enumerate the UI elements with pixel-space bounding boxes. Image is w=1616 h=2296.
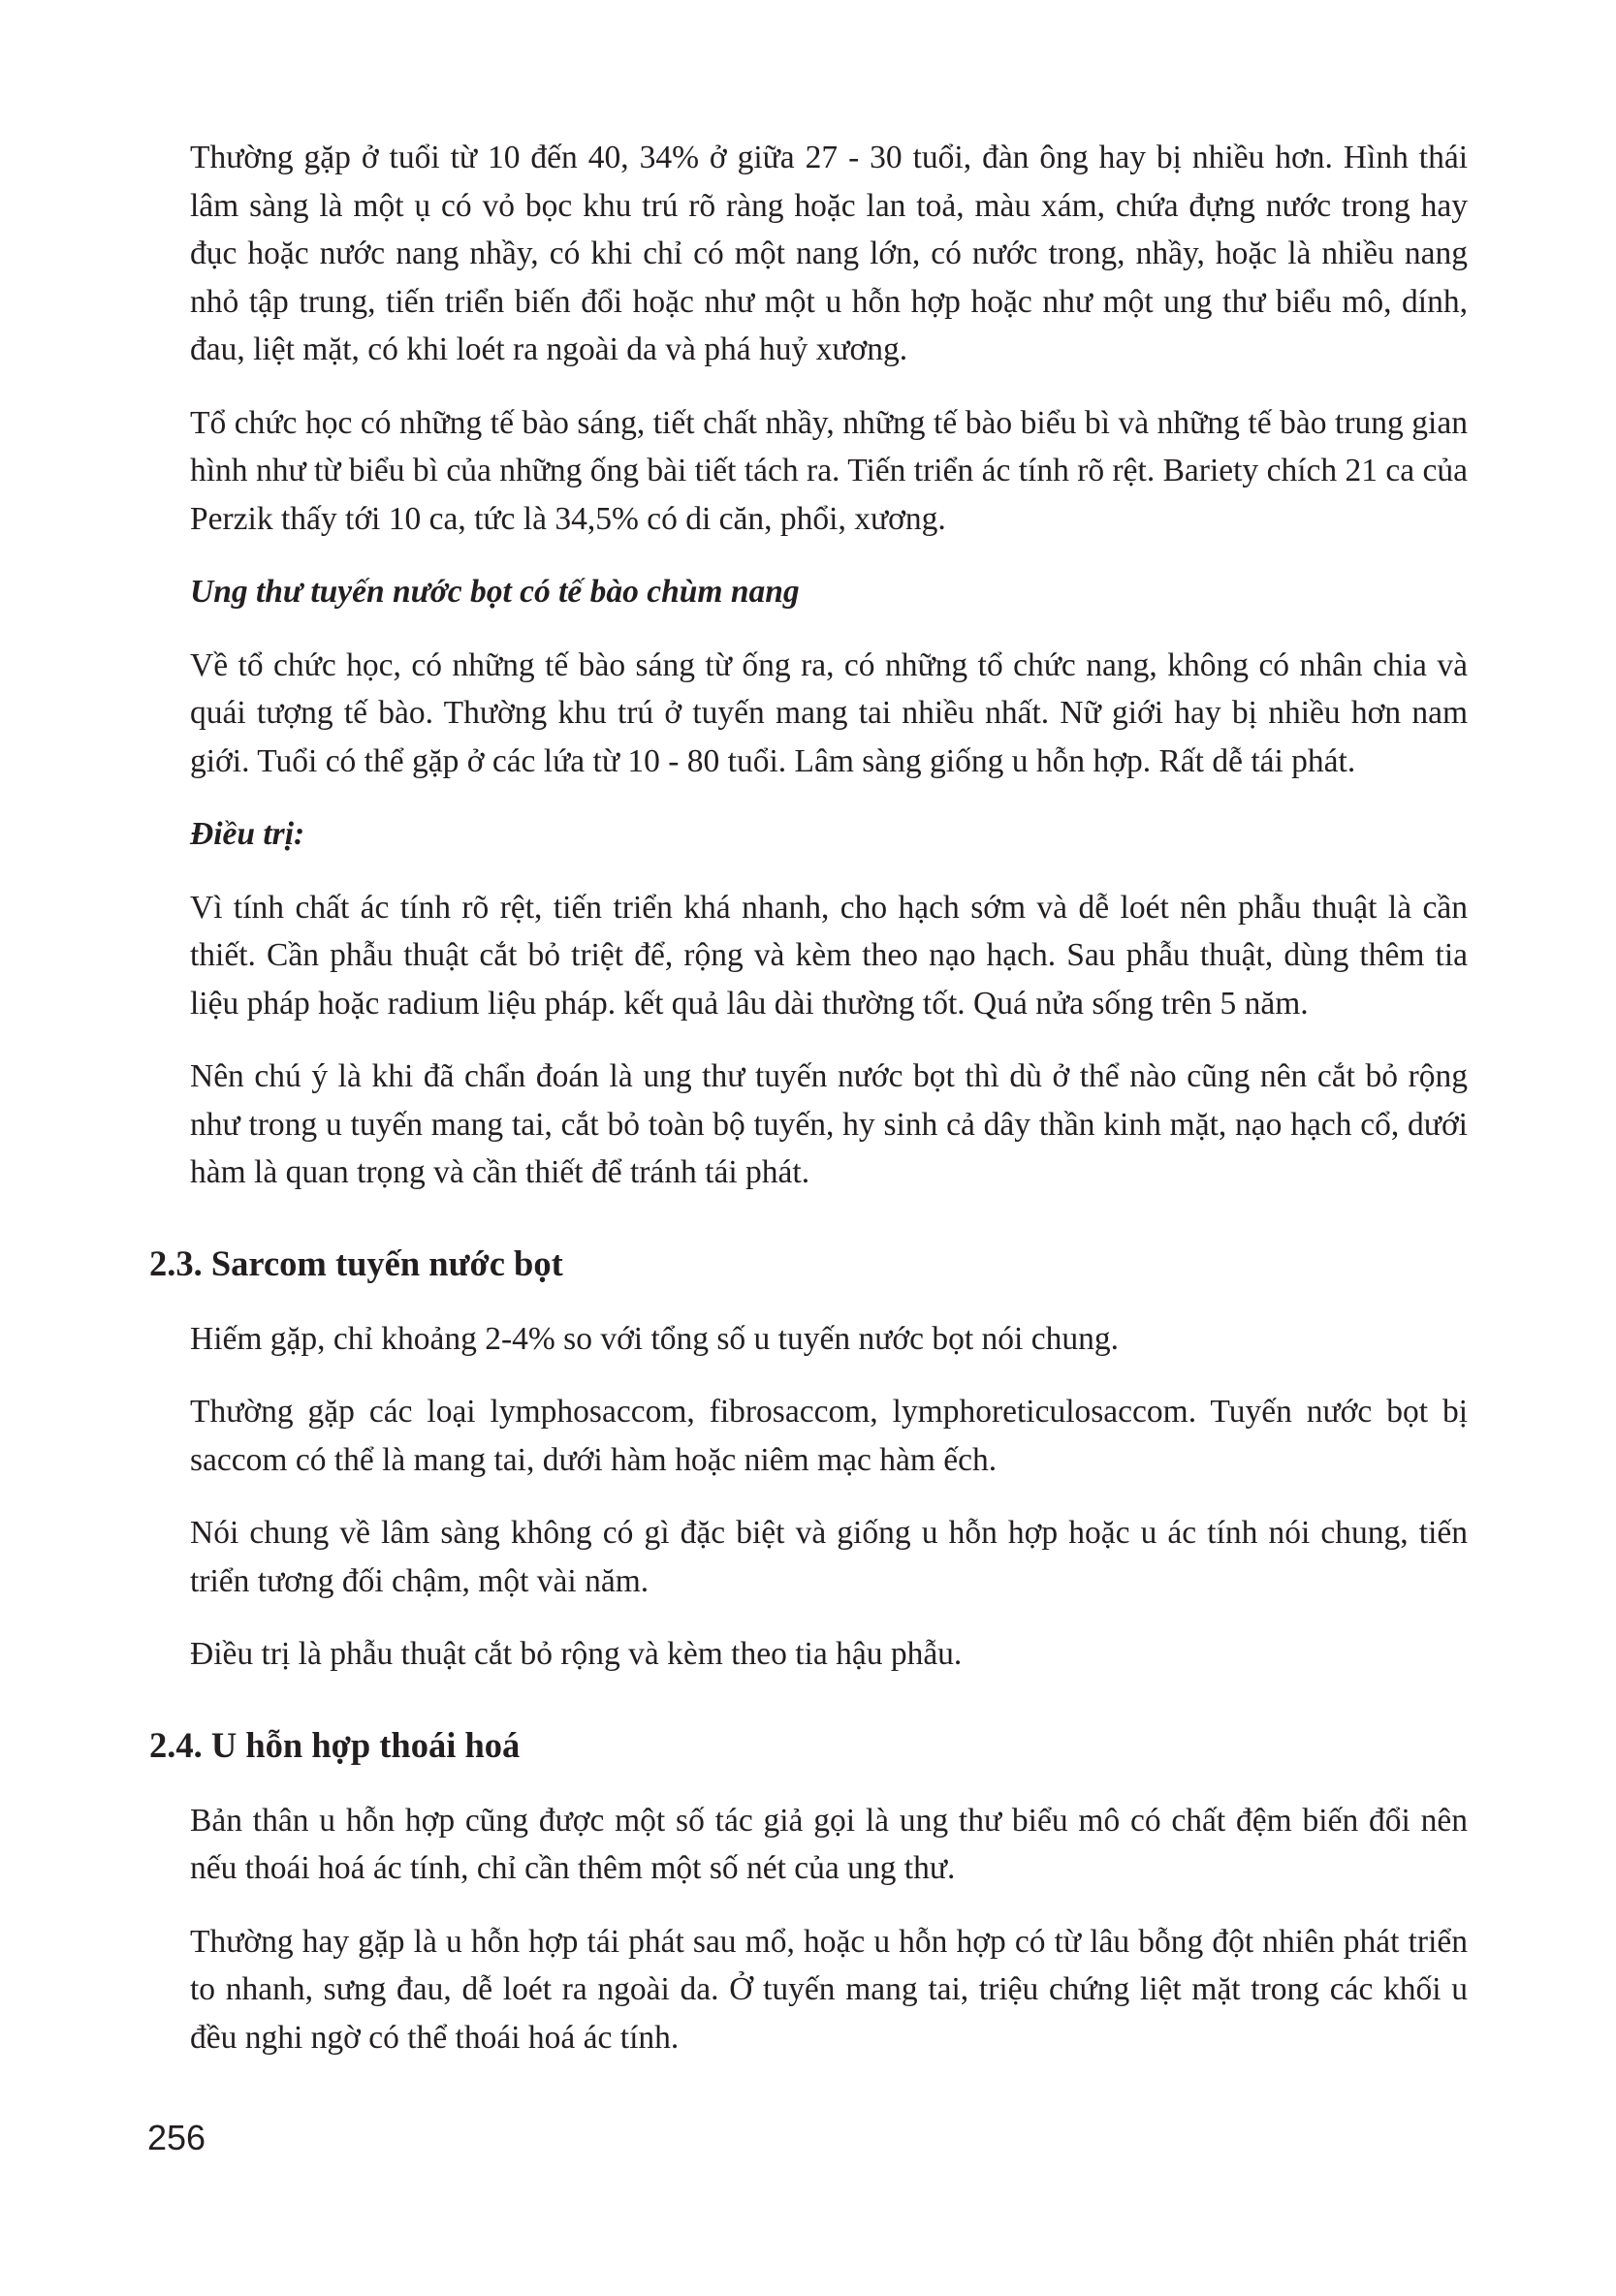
paragraph-sarcoma-types: Thường gặp các loại lymphosaccom, fibrosaccom, lymphoreticulosaccom. Tuyến nước bọt bị saccom có thể là mang tai, dưới hàm hoặc niêm mạc hàm ếch. (190, 1394, 1468, 1478)
paragraph-acinic-histology: Về tổ chức học, có những tế bào sáng từ ống ra, có những tổ chức nang, không có nhân chia và quái tượng tế bào. Thường khu trú ở tuyến mang tai nhiều nhất. Nữ giới hay bị nhiều hơn nam giới. Tuổi có thể gặp ở các lứa từ 10 - 80 tuổi. Lâm sàng giống u hỗn hợp. Rất dễ tái phát. (190, 646, 1468, 779)
paragraph-treatment-note: Nên chú ý là khi đã chẩn đoán là ung thư tuyến nước bọt thì dù ở thể nào cũng nên cắt bỏ rộng như trong u tuyến mang tai, cắt bỏ toàn bộ tuyến, hy sinh cả dây thần kinh mặt, nạo hạch cổ, dưới hàm là quan trọng và cần thiết để tránh tái phát. (190, 1058, 1468, 1190)
paragraph-sarcoma-incidence: Hiếm gặp, chỉ khoảng 2-4% so với tổng số u tuyến nước bọt nói chung. (190, 1320, 1119, 1357)
page-content (149, 134, 1468, 2087)
subheading-treatment: Điều trị: (190, 816, 305, 852)
section-title-2-3: 2.3. Sarcom tuyến nước bọt (149, 1242, 563, 1283)
paragraph-histology: Tổ chức học có những tế bào sáng, tiết chất nhầy, những tế bào biểu bì và những tế bào trung gian hình như từ biểu bì của những ống bài tiết tách ra. Tiến triển ác tính rõ rệt. Bariety chích 21 ca của Perzik thấy tới 10 ca, tức là 34,5% có di căn, phổi, xương. (190, 404, 1468, 537)
paragraph-sarcoma-treatment: Điều trị là phẫu thuật cắt bỏ rộng và kèm theo tia hậu phẫu. (190, 1636, 963, 1672)
subheading-acinic-cell-carcinoma: Ung thư tuyến nước bọt có tế bào chùm nang (190, 574, 800, 610)
paragraph-treatment: Vì tính chất ác tính rõ rệt, tiến triển khá nhanh, cho hạch sớm và dễ loét nên phẫu thuật là cần thiết. Cần phẫu thuật cắt bỏ triệt để, rộng và kèm theo nạo hạch. Sau phẫu thuật, dùng thêm tia liệu pháp hoặc radium liệu pháp. kết quả lâu dài thường tốt. Quá nửa sống trên 5 năm. (190, 889, 1468, 1022)
page-number: 256 (147, 2118, 206, 2157)
paragraph-degeneration-clinical: Thường hay gặp là u hỗn hợp tái phát sau mổ, hoặc u hỗn hợp có từ lâu bỗng đột nhiên phát triển to nhanh, sưng đau, dễ loét ra ngoài da. Ở tuyến mang tai, triệu chứng liệt mặt trong các khối u đều nghi ngờ có thể thoái hoá ác tính. (190, 1923, 1468, 2056)
section-title-2-4: 2.4. U hỗn hợp thoái hoá (149, 1724, 521, 1765)
paragraph-degeneration-definition: Bản thân u hỗn hợp cũng được một số tác giả gọi là ung thư biểu mô có chất đệm biến đổi nên nếu thoái hoá ác tính, chỉ cần thêm một số nét của ung thư. (190, 1802, 1468, 1886)
paragraph-sarcoma-clinical: Nói chung về lâm sàng không có gì đặc biệt và giống u hỗn hợp hoặc u ác tính nói chung, tiến triển tương đối chậm, một vài năm. (190, 1515, 1468, 1599)
paragraph-clinical-form: Thường gặp ở tuổi từ 10 đến 40, 34% ở giữa 27 - 30 tuổi, đàn ông hay bị nhiều hơn. Hình thái lâm sàng là một ụ có vỏ bọc khu trú rõ ràng hoặc lan toả, màu xám, chứa đựng nước trong hay đục hoặc nước nang nhầy, có khi chỉ có một nang lớn, có nước trong, nhầy, hoặc là nhiều nang nhỏ tập trung, tiến triển biến đổi hoặc như một u hỗn hợp hoặc như một ung thư biểu mô, dính, đau, liệt mặt, có khi loét ra ngoài da và phá huỷ xương. (190, 140, 1468, 367)
